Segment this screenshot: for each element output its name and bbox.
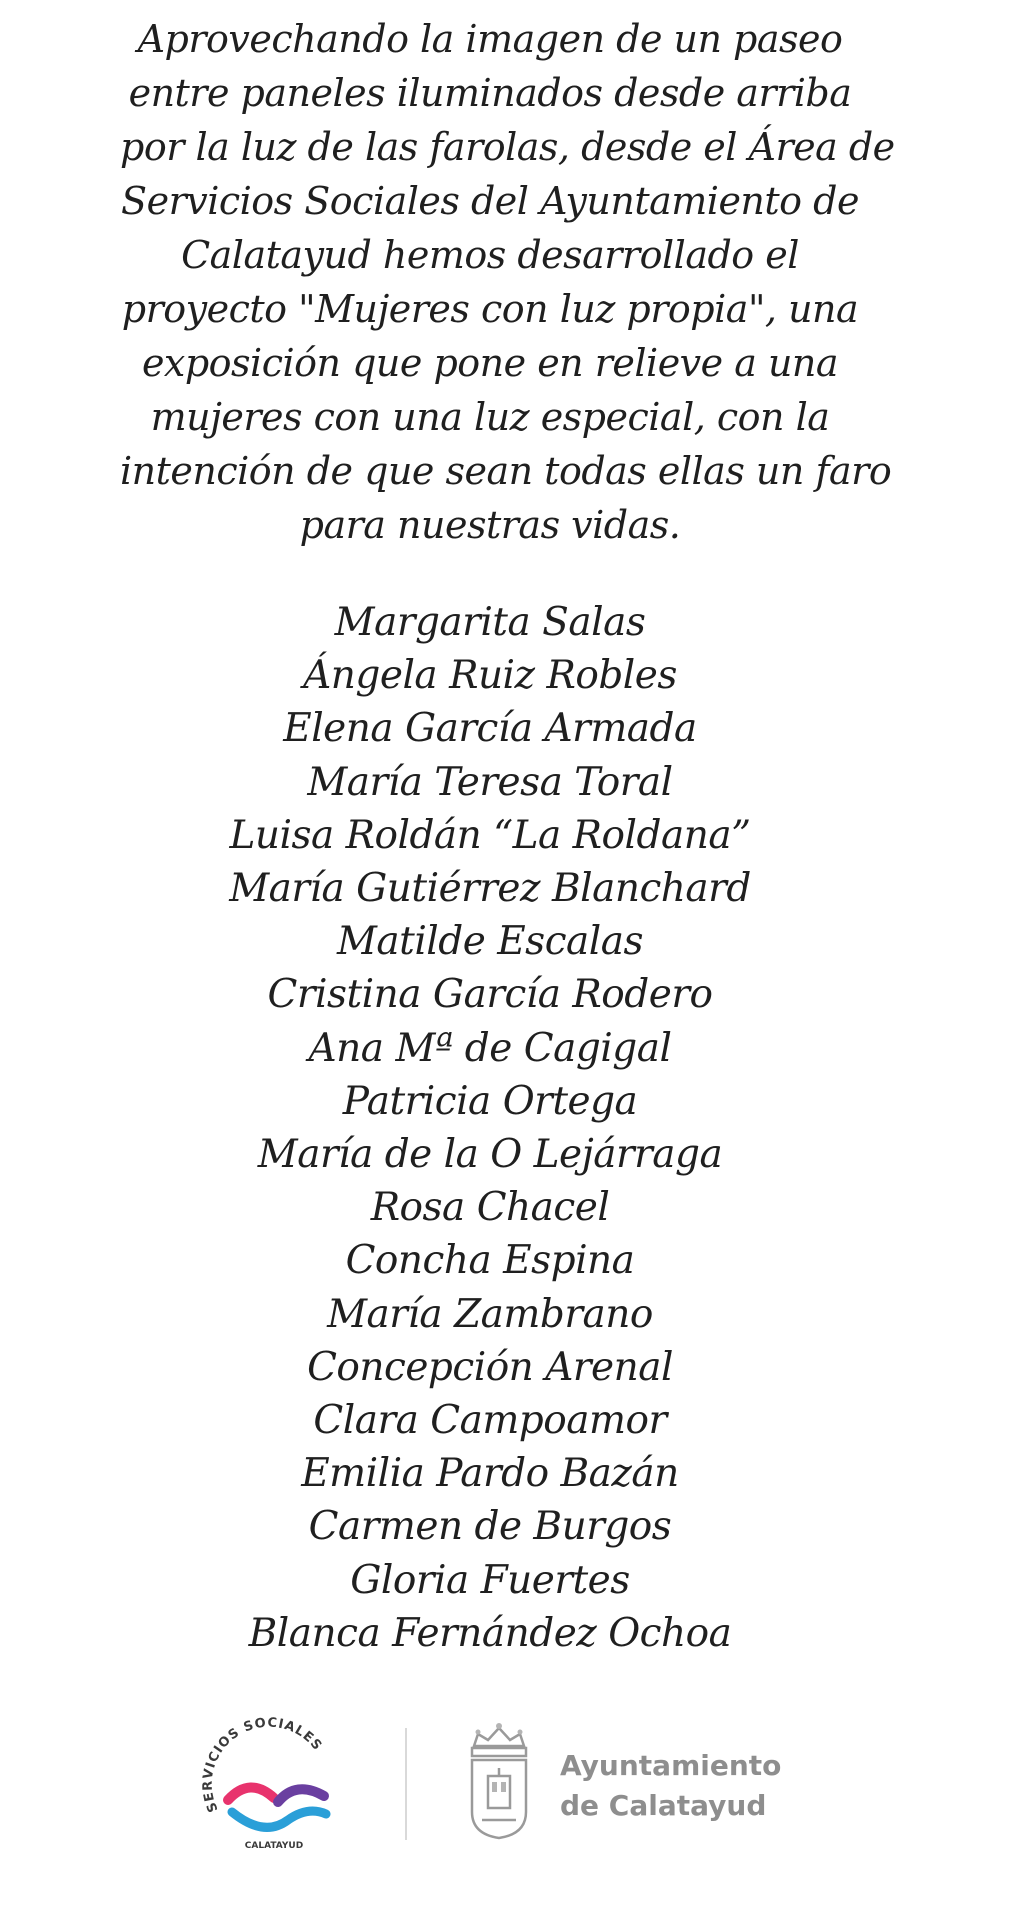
name-item: Ana Mª de Cagigal <box>308 1025 672 1071</box>
ayuntamiento-logo-text <box>560 1746 781 1826</box>
intro-line: mujeres con una luz especial, con la <box>150 395 830 439</box>
servicios-sociales-arc-text: SERVICIOS SOCIALES <box>200 1715 325 1815</box>
name-item: Clara Campoamor <box>313 1398 667 1444</box>
servicios-sociales-sub-text: CALATAYUD <box>244 1841 304 1851</box>
name-item: María de la O Lejárraga <box>257 1132 723 1178</box>
magenta-wave <box>228 1787 274 1800</box>
coat-of-arms-icon <box>462 1720 536 1842</box>
intro-line: exposición que pone en relieve a una <box>141 341 839 385</box>
name-item: Patricia Ortega <box>342 1078 638 1124</box>
name-item: Blanca Fernández Ochoa <box>248 1610 732 1656</box>
name-item: María Gutiérrez Blanchard <box>229 866 751 912</box>
name-item: Rosa Chacel <box>370 1185 610 1231</box>
name-item: Carmen de Burgos <box>308 1504 672 1550</box>
intro-line: proyecto "Mujeres con luz propia", una <box>121 287 859 331</box>
name-item: Emilia Pardo Bazán <box>301 1451 679 1497</box>
intro-line: Servicios Sociales del Ayuntamiento de <box>121 179 859 223</box>
name-item: Luisa Roldán “La Roldana” <box>229 812 751 858</box>
ayuntamiento-line1: Ayuntamiento <box>560 1749 782 1782</box>
name-item: Ángela Ruiz Robles <box>303 653 677 699</box>
intro-line: para nuestras vidas. <box>299 503 681 547</box>
svg-text:SERVICIOS SOCIALES <box>201 1716 325 1815</box>
name-item: Gloria Fuertes <box>350 1557 630 1603</box>
name-item: María Teresa Toral <box>307 759 673 805</box>
intro-line: Calatayud hemos desarrollado el <box>181 233 799 277</box>
intro-paragraph <box>120 12 895 552</box>
women-names-list <box>160 596 820 1660</box>
name-item: Matilde Escalas <box>336 919 644 965</box>
intro-line: intención de que sean todas ellas un faro <box>120 449 892 493</box>
name-item: María Zambrano <box>327 1291 653 1337</box>
intro-line: por la luz de las farolas, desde el Área de <box>120 125 895 169</box>
name-item: Concepción Arenal <box>307 1344 673 1390</box>
servicios-sociales-logo <box>188 1710 358 1860</box>
ayuntamiento-line2: de Calatayud <box>560 1789 767 1822</box>
footer-logos <box>0 1710 1024 1860</box>
name-item: Concha Espina <box>345 1238 635 1284</box>
name-item: Elena García Armada <box>283 706 697 752</box>
name-item: Cristina García Rodero <box>267 972 713 1018</box>
logo-divider <box>405 1728 407 1840</box>
intro-line: entre paneles iluminados desde arriba <box>128 71 852 115</box>
blue-wave <box>232 1811 326 1827</box>
intro-line: Aprovechando la imagen de un paseo <box>137 17 843 61</box>
name-item: Margarita Salas <box>334 600 646 645</box>
purple-wave <box>278 1789 324 1802</box>
